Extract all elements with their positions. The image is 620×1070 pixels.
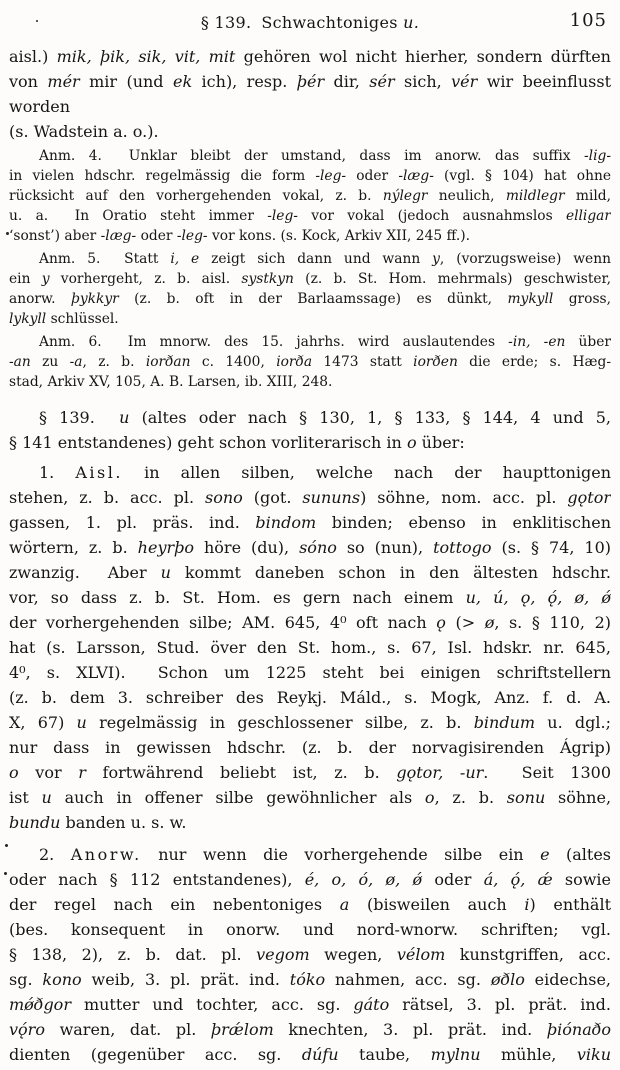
emphasis-text: gáto [353,995,390,1014]
emphasis-text: viku [576,1045,611,1064]
emphasis-text: r [78,763,86,782]
text-line [9,405,611,430]
text-line [9,372,611,392]
text-line [9,535,611,560]
text-line [9,660,611,685]
text-segment: , (vorzugsweise) wenn [439,251,611,267]
text-line [9,485,611,510]
text-line [9,249,611,269]
emphasis-text: i, e [170,251,200,267]
text-line [9,44,611,69]
text-segment: waren, dat. pl. [44,1020,211,1039]
emphasis-text: lykyll [9,311,47,327]
text-line [9,917,611,942]
text-line [9,942,611,967]
text-segment: in allen silben, welche nach der haupttonigen [122,463,611,482]
emphasis-text: iorðan [145,354,191,370]
text-line [9,1017,611,1042]
text-segment: (got. [242,488,303,507]
text-segment: § 141 entstandenes) geht schon vorliterarisch in [9,433,407,452]
text-segment: zeigt sich dann und wann [199,251,433,267]
emphasis-text: vegom [256,945,310,964]
text-line [9,206,611,226]
emphasis-text: vélom [396,945,446,964]
text-segment: oder [346,168,399,184]
emphasis-text: mildlegr [505,188,565,204]
text-segment: neulich, [427,188,506,204]
emphasis-text: ǫ [436,613,446,632]
emphasis-text: mǿðgor [9,995,71,1014]
emphasis-text: nýlegr [382,188,428,204]
text-segment: stad, Arkiv XV, 105, A. B. Larsen, ib. XIII, 248. [9,374,333,390]
text-segment: ein [9,271,42,287]
note-anm-5 [9,249,611,329]
emphasis-text: -leg- [176,228,208,244]
text-segment: wir beeinflusst worden [9,72,611,116]
emphasis-text: tottogo [433,538,492,557]
text-segment: Anm. 4. Unklar bleibt der umstand, dass im anorw. das suffix [39,148,585,164]
text-line [9,967,611,992]
text-segment: vorhergeht, z. b. aisl. [49,271,242,287]
text-line [9,760,611,785]
text-line [9,269,611,289]
emphasis-text: mér [47,72,80,91]
note-anm-4 [9,146,611,246]
text-segment: oder nach § 112 entstandenes), [9,870,305,889]
emphasis-text: øðlo [490,970,525,989]
emphasis-text: á, ǫ́, ǽ [483,870,553,889]
text-segment: oder [136,228,177,244]
text-segment: vor kons. (s. Kock, Arkiv XII, 245 ff.). [207,228,470,244]
text-segment: nahmen, acc. sg. [325,970,491,989]
text-segment: mutter und tochter, acc. sg. [70,995,354,1014]
emphasis-text: mik, þik, sik, vit, mit [56,47,236,66]
text-segment: sowie [552,870,611,889]
emphasis-text: sununs [302,488,361,507]
emphasis-text: þrǽlom [210,1020,274,1039]
text-segment: ‘sonst’) aber [9,228,101,244]
text-line [9,735,611,760]
text-segment: schlüssel. [46,311,119,327]
emphasis-text: u [160,563,171,582]
text-segment: § 138, 2), z. b. dat. pl. [9,945,257,964]
emphasis-text: o [406,433,417,452]
text-segment: dienten (gegenüber acc. sg. [9,1045,302,1064]
text-segment: aisl.) [9,47,57,66]
text-segment: mild, [564,188,611,204]
text-segment: banden u. s. w. [60,813,187,832]
text-line [9,635,611,660]
text-segment: c. 1400, [190,354,277,370]
text-segment: u. a. In Oratio steht immer [9,208,268,224]
text-line [9,226,611,246]
emphasis-text: iorðen [413,354,458,370]
text-segment: oder [422,870,484,889]
emphasis-text: bindum [473,713,536,732]
text-line [9,186,611,206]
text-segment: knechten, 3. pl. prät. ind. [273,1020,547,1039]
text-segment: auch in offener silbe gewöhnlicher als [51,788,425,807]
emphasis-text: þér [296,72,325,91]
emphasis-text: sonu [506,788,546,807]
text-segment: 1473 statt [312,354,414,370]
text-segment: binden; ebenso in enklitischen [316,513,611,532]
scan-speck [5,844,8,847]
list-item-1 [9,460,611,835]
emphasis-text: -a [69,354,83,370]
text-segment: über [565,334,611,350]
emphasis-text: bindom [255,513,317,532]
text-segment: Aisl. [75,463,123,482]
text-segment: wegen, [309,945,397,964]
emphasis-text: elligar [565,208,611,224]
text-segment: (s. Wadstein a. o.). [9,122,159,141]
emphasis-text: ø [484,613,495,632]
text-segment: , s. § 110, 2) [494,613,611,632]
emphasis-text: mylnu [430,1045,481,1064]
text-segment: (z. b. dem 3. schreiber des Reykj. Máld., s. Mogk, Anz. f. d. A. [9,688,611,707]
text-line [9,585,611,610]
text-line [9,510,611,535]
text-segment: X, 67) [9,713,77,732]
text-segment: 2. [39,845,71,864]
text-segment: vor [18,763,79,782]
text-line [9,867,611,892]
text-segment: so (nun), [336,538,434,557]
emphasis-text: ek [172,72,193,91]
text-line [9,610,611,635]
emphasis-text: o [424,788,435,807]
text-segment: (altes oder nach § 130, 1, § 133, § 144, 4 und 5, [129,408,611,427]
text-segment: Anm. 6. Im mnorw. des 15. jahrhs. wird auslautendes [39,334,509,350]
text-line [9,560,611,585]
text-segment: sg. [9,970,43,989]
text-line [9,146,611,166]
text-line [9,1042,611,1067]
text-segment: (> [445,613,485,632]
text-segment: der vorhergehenden silbe; AM. 645, 4⁰ oft nach [9,613,437,632]
emphasis-text: u [119,408,130,427]
text-segment: ich), resp. [192,72,297,91]
emphasis-text: u, ú, ǫ, ǫ́, ø, ǿ [465,588,611,607]
text-segment: , z. b. [434,788,507,807]
emphasis-text: u [76,713,87,732]
text-segment: (bisweilen auch [349,895,525,914]
running-head-text: Schwachtoniges [261,13,398,32]
emphasis-text: vǫ́ro [9,1020,45,1039]
text-segment: , z. b. [82,354,146,370]
text-segment: regelmässig in geschlossener silbe, z. b. [86,713,474,732]
emphasis-text: -leg- [315,168,347,184]
emphasis-text: -in, -en [508,334,566,350]
text-segment: über: [416,433,465,452]
emphasis-text: tóko [289,970,326,989]
section-139-opening [9,405,611,455]
text-segment: höre (du), [194,538,300,557]
text-line [9,842,611,867]
emphasis-text: u [41,788,52,807]
emphasis-text: systkyn [241,271,294,287]
text-segment: in vielen hdschr. regelmässig die form [9,168,316,184]
emphasis-text: -an [9,354,31,370]
text-segment: 4⁰, s. XLVI). Schon um 1225 steht bei einigen schriftstellern [9,663,611,682]
emphasis-text: sóno [299,538,337,557]
text-segment: von [9,72,48,91]
paragraph-continuation [9,44,611,144]
emphasis-text: dúfu [301,1045,339,1064]
page-number: 105 [569,10,607,31]
emphasis-text: heyrþo [137,538,195,557]
text-segment: taube, [338,1045,431,1064]
text-segment: (z. b. St. Hom. mehrmals) geschwister, [293,271,611,287]
text-segment: mir (und [79,72,173,91]
text-line [9,710,611,735]
text-segment: (s. § 74, 10) [491,538,611,557]
text-line [9,119,611,144]
text-line [9,332,611,352]
text-line [9,69,611,119]
text-segment: nur wenn die vorhergehende silbe ein [141,845,541,864]
text-segment: vor, so dass z. b. St. Hom. es gern nach einem [9,588,466,607]
text-segment: gehören wol nicht hierher, sondern dürften [235,47,611,66]
running-head-emph: u. [403,13,420,32]
emphasis-text: o [9,763,19,782]
text-line [9,460,611,485]
text-segment: rätsel, 3. pl. prät. ind. [389,995,611,1014]
emphasis-text: é, o, ó, ø, ǿ [304,870,423,889]
text-line [9,166,611,186]
text-segment: § 139. [39,408,120,427]
emphasis-text: y [432,251,440,267]
emphasis-text: -lig- [584,148,611,164]
text-segment: (altes [549,845,611,864]
emphasis-text: iorða [276,354,313,370]
text-segment: gross, [553,291,611,307]
text-segment: wörtern, z. b. [9,538,138,557]
text-segment: die erde; s. Hæg- [457,354,611,370]
emphasis-text: sono [205,488,243,507]
text-line [9,685,611,710]
text-body [9,44,611,1067]
text-segment: zwanzig. Aber [9,563,161,582]
text-segment: ist [9,788,42,807]
emphasis-text: gǫtor [567,488,611,507]
emphasis-text: e [540,845,550,864]
text-segment: zu [30,354,70,370]
emphasis-text: vér [451,72,478,91]
text-segment: der regel nach ein nebentoniges [9,895,340,914]
text-segment: ) enthält [529,895,611,914]
text-segment: stehen, z. b. acc. pl. [9,488,206,507]
text-segment: ) söhne, nom. acc. pl. [360,488,568,507]
list-item-2 [9,842,611,1067]
text-segment: (z. b. oft in der Barlaamssage) es dünkt, [118,291,508,307]
text-segment: hat (s. Larsson, Stud. över den St. hom., s. 67, Isl. hdskr. nr. 645, [9,638,611,657]
text-segment: kunstgriffen, acc. [445,945,611,964]
emphasis-text: þiónaðo [546,1020,611,1039]
text-segment: fortwährend beliebt ist, z. b. [85,763,397,782]
text-segment: nur dass in gewissen hdschr. (z. b. der norvagisirenden Ágrip) [9,738,611,757]
text-segment: eidechse, [524,970,611,989]
text-line [9,352,611,372]
text-segment: rücksicht auf den vorhergehenden vokal, z. b. [9,188,383,204]
running-head [9,12,611,34]
emphasis-text: kono [42,970,82,989]
text-segment: (bes. konsequent in onorw. und nord-wnorw. schriften; vgl. [9,920,611,939]
emphasis-text: þykkyr [71,291,119,307]
emphasis-text: gǫtor, -ur [396,763,484,782]
text-line [9,992,611,1017]
text-segment: Anorw. [70,845,142,864]
text-segment: (vgl. § 104) hat ohne [433,168,611,184]
text-line [9,785,611,810]
emphasis-text: y [41,271,50,287]
text-segment: kommt daneben schon in den ältesten hdschr. [170,563,611,582]
text-segment: . Seit 1300 [483,763,611,782]
text-segment: weib, 3. pl. prät. ind. [81,970,290,989]
scan-speck [4,872,7,875]
running-head-title [9,12,611,34]
text-segment: gassen, 1. pl. präs. ind. [9,513,256,532]
emphasis-text: mykyll [507,291,554,307]
emphasis-text: -leg- [267,208,298,224]
text-segment: anorw. [9,291,71,307]
text-segment: vor vokal (jedoch ausnahmslos [297,208,566,224]
text-line [9,892,611,917]
text-line [9,289,611,309]
text-line [9,309,611,329]
emphasis-text: a [339,895,350,914]
text-segment: sich, [394,72,452,91]
emphasis-text: i [524,895,530,914]
text-segment: u. dgl.; [535,713,611,732]
section-number: § 139. [200,13,252,32]
emphasis-text: bundu [9,813,61,832]
text-line [9,810,611,835]
text-segment: Anm. 5. Statt [39,251,171,267]
note-anm-6 [9,332,611,392]
scan-speck [6,232,9,235]
text-line [9,430,611,455]
text-segment: mühle, [480,1045,577,1064]
emphasis-text: -læg- [398,168,434,184]
text-segment: söhne, [545,788,611,807]
emphasis-text: sér [369,72,395,91]
text-segment: 1. [39,463,76,482]
text-segment: dir, [324,72,370,91]
emphasis-text: -læg- [100,228,137,244]
scan-speck [36,20,38,22]
